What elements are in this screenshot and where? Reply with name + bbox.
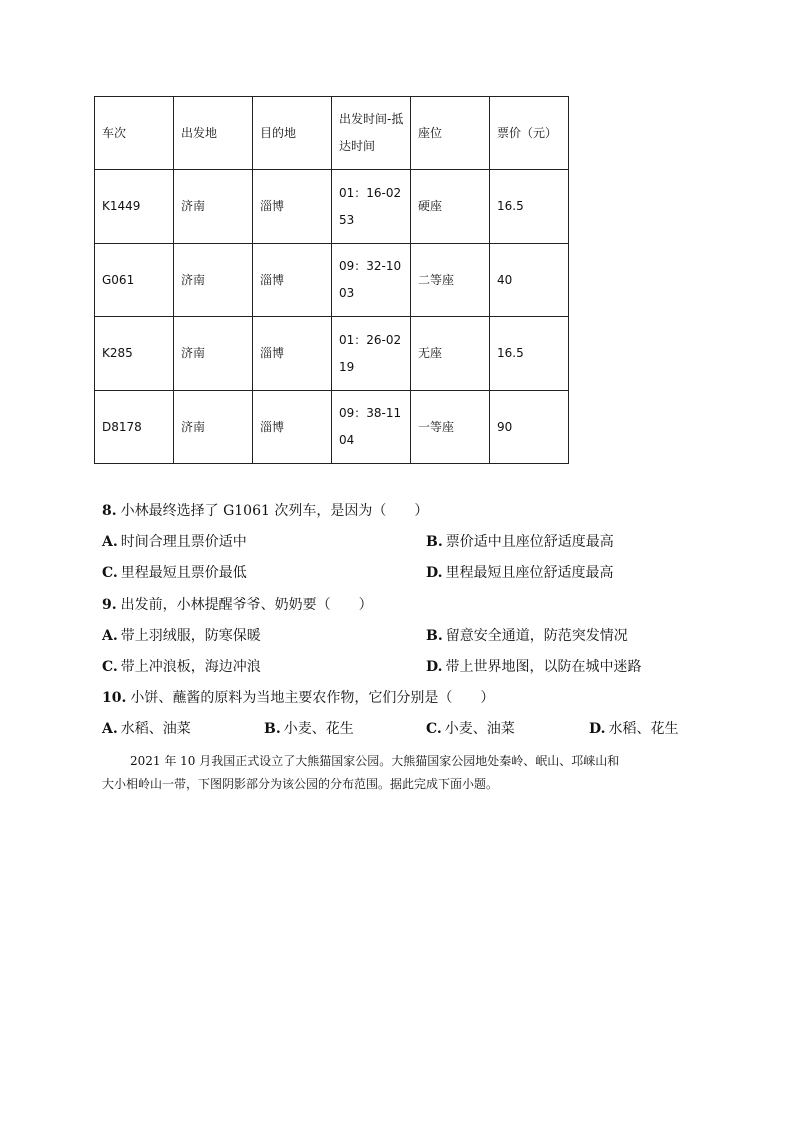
cell-seat: 一等座 [411, 391, 490, 464]
question-10 [102, 689, 494, 707]
cell-to: 淄博 [253, 244, 332, 317]
cell-time: 01：26-02 19 [332, 317, 411, 391]
question-9 [102, 596, 373, 614]
header-seat: 座位 [411, 97, 490, 170]
option-8a[interactable]: A. 时间合理且票价适中 [102, 534, 247, 550]
cell-price: 16.5 [490, 317, 569, 391]
cell-to: 淄博 [253, 317, 332, 391]
train-schedule-table [94, 96, 569, 464]
cell-time: 09：32-10 03 [332, 244, 411, 317]
question-text: 小饼、蘸酱的原料为当地主要农作物，它们分别是（ ） [130, 690, 495, 706]
table-row [95, 170, 569, 244]
question-text: 小林最终选择了 G1061 次列车，是因为（ ） [120, 503, 429, 519]
option-9a[interactable]: A. 带上羽绒服，防寒保暖 [102, 628, 261, 644]
passage-text [102, 750, 692, 796]
cell-train: D8178 [95, 391, 174, 464]
passage-line-1: 2021 年 10 月我国正式设立了大熊猫国家公园。大熊猫国家公园地处秦岭、岷山、邛崃山和 [130, 754, 620, 768]
cell-from: 济南 [174, 317, 253, 391]
cell-price: 90 [490, 391, 569, 464]
question-8 [102, 502, 428, 520]
header-train: 车次 [95, 97, 174, 170]
table-row [95, 391, 569, 464]
cell-time: 01：16-02 53 [332, 170, 411, 244]
table-row [95, 317, 569, 391]
option-10d[interactable]: D. 水稻、花生 [589, 721, 679, 737]
cell-price: 16.5 [490, 170, 569, 244]
cell-from: 济南 [174, 170, 253, 244]
header-to: 目的地 [253, 97, 332, 170]
cell-train: K1449 [95, 170, 174, 244]
header-time: 出发时间-抵达时间 [332, 97, 411, 170]
question-number: 8. [102, 503, 117, 519]
table-row [95, 244, 569, 317]
cell-train: K285 [95, 317, 174, 391]
header-price: 票价（元） [490, 97, 569, 170]
cell-to: 淄博 [253, 170, 332, 244]
option-9b[interactable]: B. 留意安全通道，防范突发情况 [426, 628, 628, 644]
cell-from: 济南 [174, 391, 253, 464]
option-8c[interactable]: C. 里程最短且票价最低 [102, 565, 247, 581]
question-number: 10. [102, 690, 127, 706]
option-10b[interactable]: B. 小麦、花生 [264, 721, 354, 737]
cell-seat: 硬座 [411, 170, 490, 244]
table-header-row [95, 97, 569, 170]
cell-seat: 二等座 [411, 244, 490, 317]
header-from: 出发地 [174, 97, 253, 170]
option-8b[interactable]: B. 票价适中且座位舒适度最高 [426, 534, 614, 550]
cell-time: 09：38-11 04 [332, 391, 411, 464]
cell-train: G061 [95, 244, 174, 317]
cell-seat: 无座 [411, 317, 490, 391]
option-10a[interactable]: A. 水稻、油菜 [102, 721, 191, 737]
question-number: 9. [102, 597, 117, 613]
question-text: 出发前，小林提醒爷爷、奶奶要（ ） [120, 597, 373, 613]
cell-to: 淄博 [253, 391, 332, 464]
option-9d[interactable]: D. 带上世界地图，以防在城中迷路 [426, 659, 642, 675]
option-9c[interactable]: C. 带上冲浪板，海边冲浪 [102, 659, 261, 675]
option-8d[interactable]: D. 里程最短且座位舒适度最高 [426, 565, 614, 581]
cell-price: 40 [490, 244, 569, 317]
option-10c[interactable]: C. 小麦、油菜 [426, 721, 515, 737]
cell-from: 济南 [174, 244, 253, 317]
passage-line-2: 大小相岭山一带，下图阴影部分为该公园的分布范围。据此完成下面小题。 [102, 777, 499, 791]
